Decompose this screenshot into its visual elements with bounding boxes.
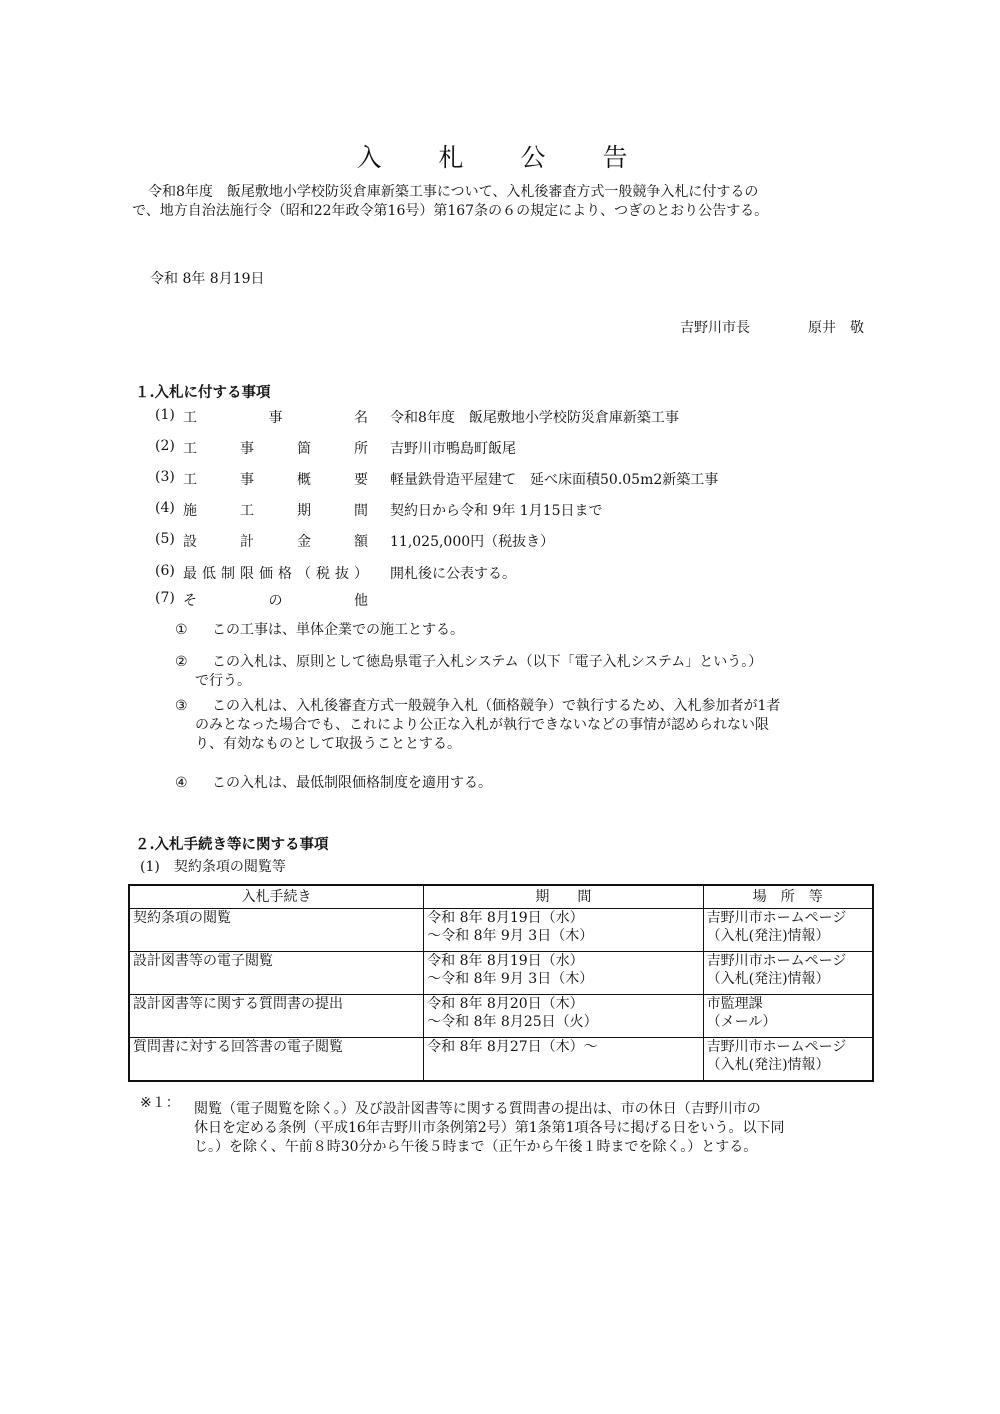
procedure-cell: 契約条項の閲覧 xyxy=(129,909,424,952)
item-label-char: 概 xyxy=(297,472,311,488)
period-cell xyxy=(424,1038,703,1082)
item-number: (7) xyxy=(155,590,175,606)
table-row xyxy=(129,952,873,995)
item-label-char: 要 xyxy=(354,472,368,488)
item-label-char: （ xyxy=(297,566,311,582)
item-label-char: 限 xyxy=(240,566,254,582)
item-label-char: 額 xyxy=(354,534,368,550)
item-label-char: 期 xyxy=(297,503,311,519)
item-label-char: 制 xyxy=(221,566,235,582)
item-label-char: 税 xyxy=(316,566,330,582)
note-line: で行う。 xyxy=(195,673,251,689)
item-number: (2) xyxy=(155,438,175,454)
item-label-char: 低 xyxy=(202,566,216,582)
note-line: この入札は、入札後審査方式一般競争入札（価格競争）で執行するため、入札参加者が1者 xyxy=(212,698,781,714)
note-mark: ② xyxy=(175,654,188,670)
footnote-line-3: じ。）を除く、午前８時30分から午後５時まで（正午から午後１時までを除く。）とする。 xyxy=(194,1139,758,1155)
item-label-char: 所 xyxy=(354,441,368,457)
place-line: 吉野川市ホームページ xyxy=(706,953,847,969)
place-line: 吉野川市ホームページ xyxy=(706,910,847,926)
note-line: この工事は、単体企業での施工とする。 xyxy=(212,622,464,638)
item-label-char: 施 xyxy=(183,503,197,519)
item-number: (3) xyxy=(155,469,175,485)
place-line: （メール） xyxy=(706,1014,777,1030)
item-label xyxy=(183,438,368,458)
item-label-char: 名 xyxy=(354,410,368,426)
item-number: (5) xyxy=(155,531,175,547)
item-number: (6) xyxy=(155,563,175,579)
note-line: のみとなった場合でも、これにより公正な入札が執行できないなどの事情が認められない限 xyxy=(195,717,769,733)
table-row xyxy=(129,995,873,1038)
procedure-cell: 設計図書等に関する質問書の提出 xyxy=(129,995,424,1038)
intro-line-1: 令和8年度 飯尾敷地小学校防災倉庫新築工事について、入札後審査方式一般競争入札に付するの xyxy=(148,184,759,200)
table-row xyxy=(129,909,873,952)
item-value: 開札後に公表する。 xyxy=(390,566,516,582)
note-mark: ① xyxy=(175,622,188,638)
item-label-char: 間 xyxy=(354,503,368,519)
note-line: この入札は、最低制限価格制度を適用する。 xyxy=(212,775,492,791)
notice-date: 令和 8年 8月19日 xyxy=(150,271,265,287)
period-cell xyxy=(424,952,703,995)
item-number: (1) xyxy=(155,407,175,423)
signer-title: 吉野川市長 xyxy=(680,320,750,336)
item-label xyxy=(183,590,368,610)
period-cell xyxy=(424,995,703,1038)
item-label-char: 事 xyxy=(240,472,254,488)
place-line: （入札(発注)情報） xyxy=(706,971,830,987)
place-cell xyxy=(703,995,873,1038)
procedure-cell: 質問書に対する回答書の電子閲覧 xyxy=(129,1038,424,1082)
item-label-char: 箇 xyxy=(297,441,311,457)
section-1-heading: １.入札に付する事項 xyxy=(135,384,271,401)
item-label-char: 事 xyxy=(240,441,254,457)
note-mark: ③ xyxy=(175,698,188,714)
section-2-subheading: (1) 契約条項の閲覧等 xyxy=(140,859,286,875)
item-label-char: 最 xyxy=(183,566,197,582)
period-line: ～令和 8年 9月 3日（木） xyxy=(427,971,594,987)
intro-line-2: で、地方自治法施行令（昭和22年政令第16号）第167条の６の規定により、つぎのとおり公告する。 xyxy=(132,203,769,219)
item-label-char: 抜 xyxy=(335,566,349,582)
item-value: 11,025,000円（税抜き） xyxy=(390,534,555,550)
item-label-char: 工 xyxy=(183,410,197,426)
item-label-char: 金 xyxy=(297,534,311,550)
item-label xyxy=(183,407,368,427)
note-line: この入札は、原則として徳島県電子入札システム（以下「電子入札システム」という。） xyxy=(212,654,763,670)
period-line: 令和 8年 8月20日（木） xyxy=(427,996,584,1012)
note-mark: ④ xyxy=(175,775,188,791)
note-line: り、有効なものとして取扱うこととする。 xyxy=(195,736,461,752)
header-procedure: 入札手続き xyxy=(129,885,424,909)
header-period: 期 間 xyxy=(424,885,703,909)
footnote-line-1: 閲覧（電子閲覧を除く。）及び設計図書等に関する質問書の提出は、市の休日（吉野川市の xyxy=(194,1101,761,1117)
item-label-char: ） xyxy=(354,566,368,582)
footnote-mark: ※１： xyxy=(140,1095,180,1111)
item-label-char: 工 xyxy=(183,441,197,457)
place-cell xyxy=(703,909,873,952)
item-value: 吉野川市鴨島町飯尾 xyxy=(390,441,516,457)
item-label-char: 格 xyxy=(278,566,292,582)
table-header-row xyxy=(129,885,873,909)
item-label xyxy=(183,531,368,551)
item-label-char: 価 xyxy=(259,566,273,582)
place-line: 市監理課 xyxy=(706,996,763,1012)
item-label-char: そ xyxy=(183,593,197,609)
signer-name: 原井 敬 xyxy=(808,320,864,336)
item-number: (4) xyxy=(155,500,175,516)
place-cell xyxy=(703,1038,873,1082)
period-line: ～令和 8年 8月25日（火） xyxy=(427,1014,598,1030)
item-value: 軽量鉄骨造平屋建て 延べ床面積50.05m2新築工事 xyxy=(390,472,719,488)
place-line: （入札(発注)情報） xyxy=(706,1057,830,1073)
period-line: 令和 8年 8月19日（水） xyxy=(427,953,584,969)
period-line: 令和 8年 8月27日（木）～ xyxy=(427,1039,598,1055)
item-label-char: 他 xyxy=(354,593,368,609)
item-label-char: 計 xyxy=(240,534,254,550)
item-label xyxy=(183,500,368,520)
procedure-cell: 設計図書等の電子閲覧 xyxy=(129,952,424,995)
footnote-line-2: 休日を定める条例（平成16年吉野川市条例第2号）第1条第1項各号に掲げる日をいう。以下同 xyxy=(194,1120,785,1136)
period-cell xyxy=(424,909,703,952)
item-value: 令和8年度 飯尾敷地小学校防災倉庫新築工事 xyxy=(390,410,679,426)
item-value: 契約日から令和 9年 1月15日まで xyxy=(390,503,603,519)
item-label-char: 設 xyxy=(183,534,197,550)
place-cell xyxy=(703,952,873,995)
table-row xyxy=(129,1038,873,1082)
header-place: 場 所 等 xyxy=(703,885,873,909)
place-line: 吉野川市ホームページ xyxy=(706,1039,847,1055)
item-label-char: 工 xyxy=(240,503,254,519)
procedure-table xyxy=(128,884,874,1082)
section-2-heading: ２.入札手続き等に関する事項 xyxy=(135,836,329,853)
item-label xyxy=(183,563,368,583)
period-line: 令和 8年 8月19日（水） xyxy=(427,910,584,926)
place-line: （入札(発注)情報） xyxy=(706,928,830,944)
item-label-char: の xyxy=(268,593,283,609)
document-title: 入 札 公 告 xyxy=(356,143,644,172)
item-label-char: 工 xyxy=(183,472,197,488)
period-line: ～令和 8年 9月 3日（木） xyxy=(427,928,594,944)
item-label xyxy=(183,469,368,489)
item-label-char: 事 xyxy=(268,410,283,426)
